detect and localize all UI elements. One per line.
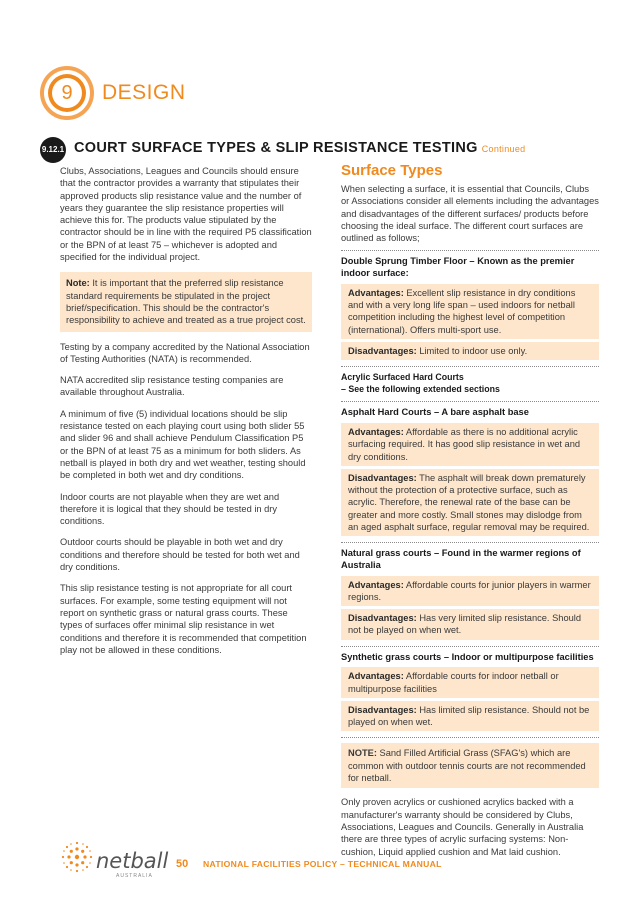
- netball-logo-subtext: AUSTRALIA: [116, 873, 153, 879]
- advantages-label: Advantages:: [348, 287, 404, 298]
- dotted-divider: [341, 401, 599, 402]
- disadvantages-text: Has very limited slip resistance. Should not be played on when wet.: [348, 613, 582, 636]
- advantages-label: Advantages:: [348, 426, 404, 437]
- disadvantages-text: The asphalt will break down prematurely without the protection of a protective surface, such as acrylic. Therefore, the renewal rate of the base can be greater and more costly. Small stones may dislodge from an aged asphalt surface, regular removal may be required.: [348, 472, 590, 533]
- asphalt-advantages: [341, 423, 599, 466]
- acrylic-title-line1: Acrylic Surfaced Hard Courts: [341, 372, 464, 383]
- natural-disadvantages: [341, 609, 599, 640]
- sfag-note-box: [341, 743, 599, 788]
- paragraph-nata-companies: NATA accredited slip resistance testing companies are available throughout Australia.: [60, 375, 284, 398]
- subsection-title-text: COURT SURFACE TYPES & SLIP RESISTANCE TESTING: [74, 140, 478, 156]
- advantages-label: Advantages:: [348, 671, 404, 682]
- disadvantages-label: Disadvantages:: [348, 345, 417, 356]
- paragraph-outdoor: Outdoor courts should be playable in both wet and dry conditions and therefore should be tested for both wet and dry conditions.: [60, 537, 300, 573]
- advantages-text: Affordable as there is no additional acrylic surfacing required. It has good slip resistance in wet and dry conditions.: [348, 426, 581, 462]
- acrylic-title: [341, 372, 599, 395]
- netball-logo-icon: [60, 840, 94, 874]
- disadvantages-label: Disadvantages:: [348, 613, 417, 624]
- disadvantages-label: Disadvantages:: [348, 704, 417, 715]
- timber-title: Double Sprung Timber Floor – Known as the premier indoor surface:: [341, 256, 575, 279]
- dotted-divider: [341, 542, 599, 543]
- manual-title: NATIONAL FACILITIES POLICY – TECHNICAL MANUAL: [203, 859, 442, 869]
- advantages-text: Affordable courts for junior players in warmer regions.: [348, 579, 591, 602]
- page-footer: [60, 840, 620, 880]
- synthetic-grass-title: Synthetic grass courts – Indoor or multipurpose facilities: [341, 651, 594, 662]
- dotted-divider: [341, 737, 599, 738]
- synthetic-disadvantages: [341, 701, 599, 732]
- dotted-divider: [341, 366, 599, 367]
- disadvantages-text: Has limited slip resistance. Should not be played on when wet.: [348, 704, 590, 728]
- surface-types-heading: Surface Types: [341, 162, 443, 179]
- natural-grass-title: Natural grass courts – Found in the warmer regions of Australia: [341, 548, 581, 570]
- dotted-divider: [341, 250, 599, 251]
- closing-paragraph: Only proven acrylics or cushioned acrylics backed with a manufacturer's warranty should be considered by Clubs, Associations, Leagues and Councils. Generally in Australia there are three types of acrylic surfacing systems: Non-cushion, Liquid applied cushion and Mat laid cushion.: [341, 797, 584, 857]
- note-label: Note:: [66, 278, 90, 289]
- left-column: [60, 165, 312, 665]
- disadvantages-label: Disadvantages:: [348, 472, 417, 483]
- synthetic-advantages: [341, 667, 599, 698]
- asphalt-title: Asphalt Hard Courts – A bare asphalt base: [341, 407, 529, 418]
- natural-advantages: [341, 576, 599, 607]
- paragraph-indoor: Indoor courts are not playable when they are wet and therefore it is logical that they should be tested in dry conditions.: [60, 491, 280, 527]
- paragraph-not-appropriate: This slip resistance testing is not appropriate for all court surfaces. For example, some testing equipment will not report on synthetic grass or natural grass courts. These types of surfaces offer minimal slip resistance in wet conditions and therefore it is recommended that competition play not be allowed in these conditions.: [60, 583, 307, 655]
- note-box: [60, 272, 312, 331]
- subsection-number: 9.12.1: [40, 137, 66, 163]
- paragraph-nata: Testing by a company accredited by the National Association of Testing Authorities (NATA) is recommended.: [60, 341, 310, 364]
- paragraph-minimum-locations: A minimum of five (5) individual locations should be slip resistance tested on each playing court using both slider 55 and slider 96 and shall achieve Pendulum Classification P5 or the BPN of at least 75 as a minimum for both sliders. As netball is played in both dry and wet weather, testing should be completed in both wet and dry conditions.: [60, 408, 306, 481]
- note-text: Sand Filled Artificial Grass (SFAG's) which are common with outdoor tennis courts are not recommended for netball.: [348, 748, 586, 784]
- disadvantages-text: Limited to indoor use only.: [416, 345, 528, 356]
- note-text: It is important that the preferred slip resistance standard requirements be stipulated in the project brief/specification. This should be the contractor's responsibility to achieve and treated as a true project cost.: [66, 278, 306, 326]
- page-number: 50: [176, 858, 189, 870]
- note-label: NOTE:: [348, 748, 377, 759]
- advantages-label: Advantages:: [348, 579, 404, 590]
- paragraph-warranty: Clubs, Associations, Leagues and Councils should ensure that the contractor provides a warranty that stipulates their approved products slip resistance value and the number of years they guarantee the slip resistance properties will achieve this for. The products value stipulated by the contractor should be in line with the required P5 classification or the BPN of at least 75 – whichever is adopted and specified for the individual project.: [60, 166, 312, 263]
- section-title: DESIGN: [102, 81, 186, 104]
- continued-label: Continued: [481, 144, 526, 154]
- advantages-text: Excellent slip resistance in dry conditions and with a very long life span – used indoors for netball competition including the highest level of competition (international). Offers multi-sport use.: [348, 287, 576, 335]
- acrylic-title-line2: – See the following extended sections: [341, 383, 500, 394]
- advantages-text: Affordable courts for indoor netball or multipurpose facilities: [348, 671, 559, 694]
- subsection-title: [74, 140, 525, 156]
- timber-disadvantages: [341, 342, 599, 360]
- asphalt-disadvantages: [341, 469, 599, 536]
- timber-advantages: [341, 284, 599, 339]
- surface-types-intro: When selecting a surface, it is essential that Councils, Clubs or Associations consider all elements including the advantages and disadvantages of the different surfaces/ products before choosing the ideal surface. The different court surfaces are outlined as follows;: [341, 184, 599, 244]
- dotted-divider: [341, 646, 599, 647]
- section-number: 9: [52, 78, 82, 108]
- right-column: [341, 162, 599, 867]
- netball-logo-text: netball: [96, 849, 169, 873]
